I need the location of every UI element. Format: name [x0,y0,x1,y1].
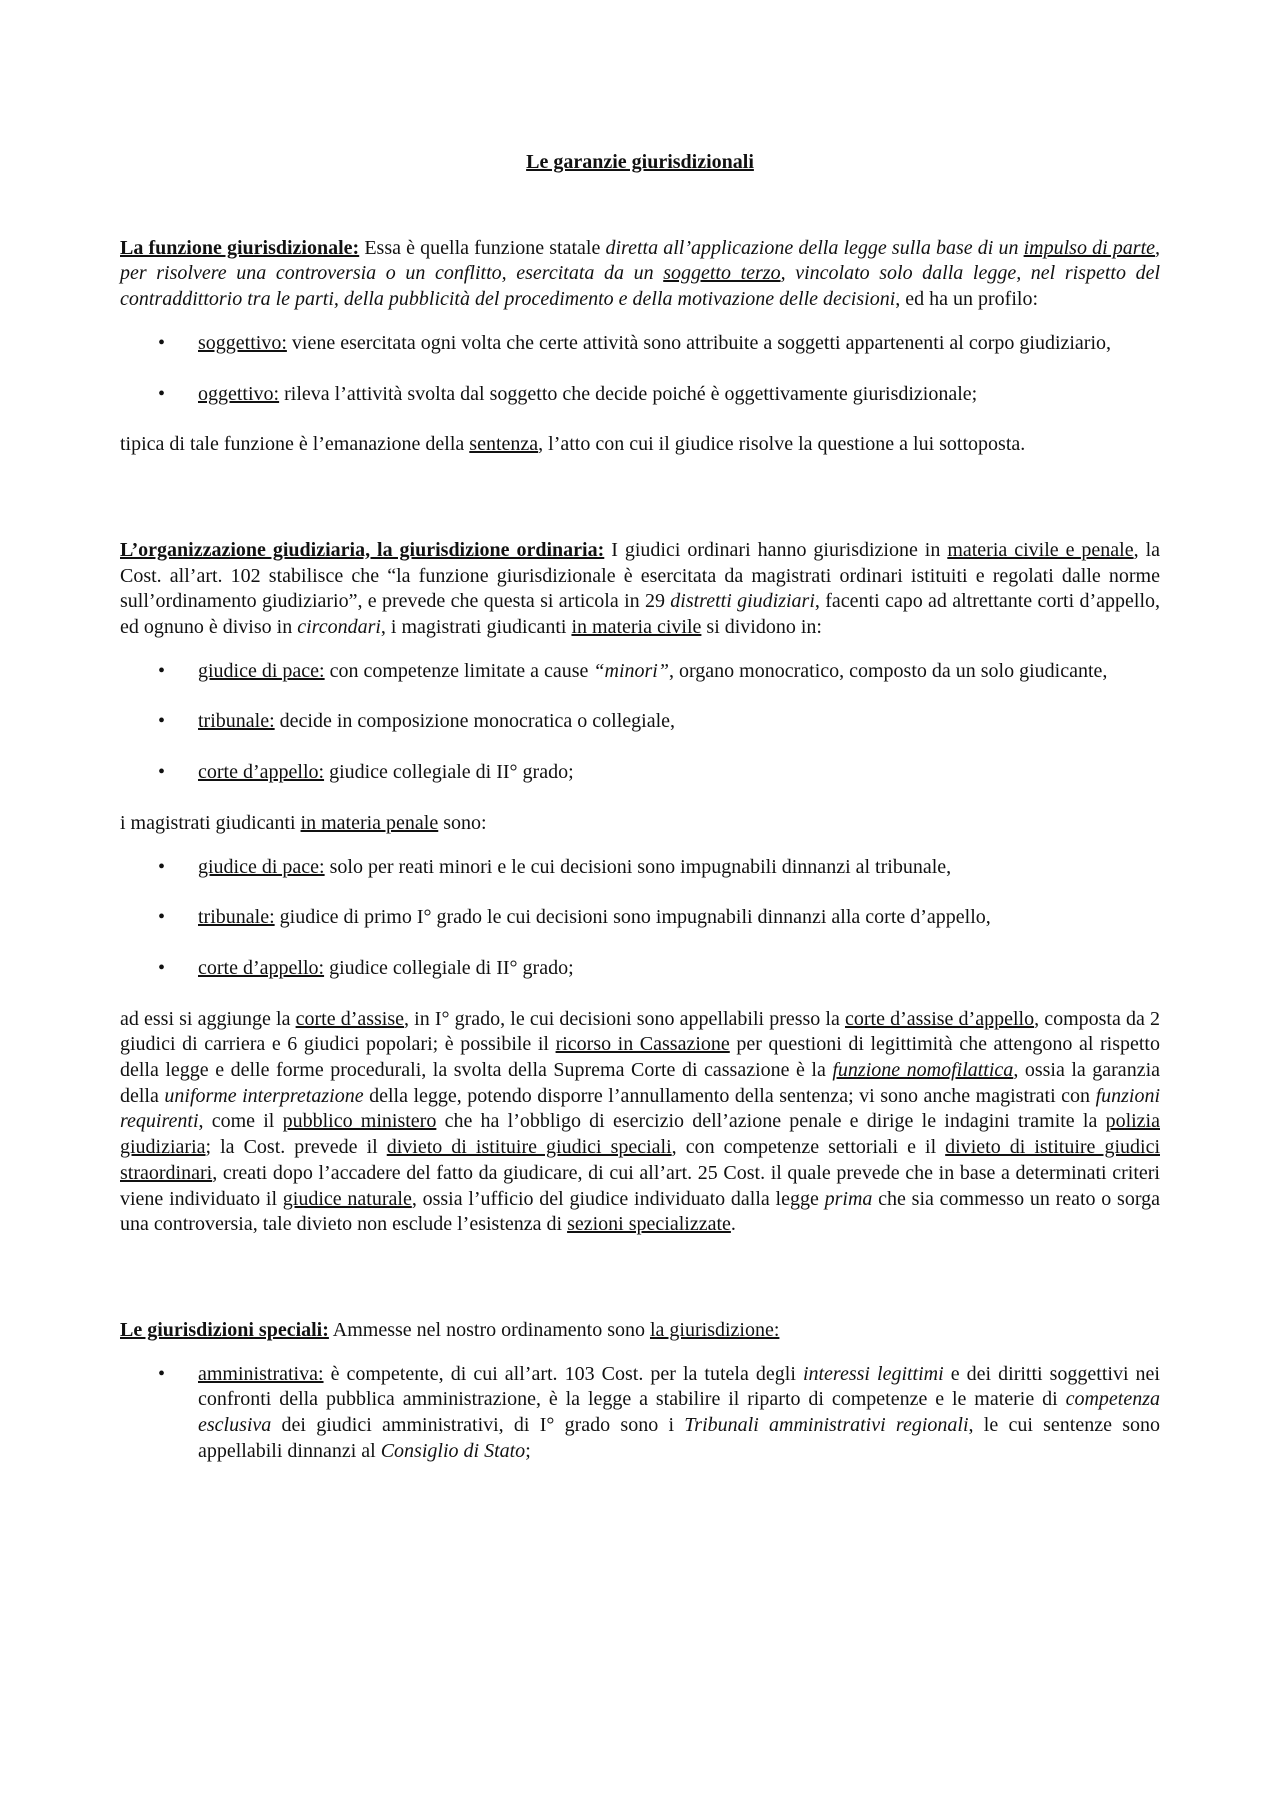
text-run: , creati dopo l’accadere del fatto da giudicare, di cui all’art. 25 Cost. il quale prevede che in base a determinati criteri viene individuato il [120,1161,1160,1210]
text-run: polizia giudiziaria [120,1110,1160,1159]
text-run: e dei diritti soggettivi nei confronti della pubblica amministrazione, è la legge a stabilire il riparto di competenze e le materie di [198,1362,1160,1411]
text-run: ad essi si aggiunge la [120,1007,296,1030]
item-text: , organo monocratico, composto da un solo giudicante, [668,659,1108,682]
list-item [120,709,1160,735]
text-run: sezioni specializzate [567,1213,731,1236]
text: , ed ha un profilo: [895,288,1038,311]
list-item [120,905,1160,931]
text-run: prima [824,1187,873,1210]
item-label: tribunale: [198,710,275,733]
item-text: decide in composizione monocratica o collegiale, [274,710,676,733]
text-run: , composta da 2 giudici di carriera e 6 giudici popolari; è possibile il [120,1007,1160,1056]
text-run: funzioni requirenti [120,1084,1161,1133]
bullet-icon: • [158,659,166,682]
text: circondari [297,616,381,639]
text: tipica di tale funzione è l’emanazione della [120,433,470,456]
section-speciali-intro [120,1318,1160,1344]
list-item [120,855,1160,881]
text: distretti giudiziari [670,590,815,613]
list-item [120,760,1160,786]
text: in materia civile [571,616,702,639]
text: i magistrati giudicanti [120,811,301,834]
item-text: con competenze limitate a cause [324,659,594,682]
text-run: , ossia la garanzia della [120,1059,1160,1107]
item-text: giudice collegiale di II° grado; [324,761,574,784]
text: , la Cost. all’art. 102 stabilisce che “la funzione giurisdizionale è esercitata da magistrati ordinari istituiti e regolati dalle norme sull’ordinamento giudiziario”, e prevede che questa si articola in 29 [120,538,1161,613]
item-label: giudice di pace: [198,855,325,878]
text: si dividono in: [701,616,822,639]
text-run: corte d’assise [295,1007,405,1030]
bullet-icon: • [158,906,166,929]
item-label: oggettivo: [198,382,280,405]
list-item [120,331,1160,357]
text-run: giudice naturale [282,1187,412,1210]
text-run: che sia commesso un reato o sorga una controversia, tale divieto non esclude l’esistenza di [120,1187,1161,1236]
section-heading: La funzione giurisdizionale: [120,236,360,259]
item-text: viene esercitata ogni volta che certe attività sono attribuite a soggetti appartenenti al corpo giudiziario, [286,331,1112,354]
item-label: giudice di pace: [198,659,325,682]
text: I giudici ordinari hanno giurisdizione in [604,538,948,561]
page-title: Le garanzie giurisdizionali [526,151,754,173]
text-run: ; la Cost. prevede il [205,1136,387,1159]
text: , facenti capo ad altrettante corti d’appello, ed ognuno è diviso in [120,590,1161,639]
text: , vincolato solo dalla legge, nel rispetto del contraddittorio tra le parti, della pubblicità del procedimento e della motivazione delle decisioni [120,262,1160,311]
section-heading: Le giurisdizioni speciali: [120,1318,329,1341]
item-text: “minori” [593,659,669,682]
item-label: tribunale: [198,906,275,929]
text-run: divieto di istituire giudici straordinari [120,1136,1160,1184]
text: diretta all’applicazione della legge sulla base di un [605,236,1024,259]
bullet-icon: • [158,710,166,733]
bullet-icon: • [158,855,166,878]
text-run: pubblico ministero [282,1110,437,1133]
text-run: , come il [198,1110,283,1133]
text-run: , le cui sentenze sono appellabili dinnanzi al [198,1414,1161,1462]
text: , l’atto con cui il giudice risolve la questione a lui sottoposta. [538,433,1026,456]
text-run: Consiglio di Stato [380,1439,526,1462]
section-organizzazione-paragraph [120,1007,1160,1238]
text-run: , ossia l’ufficio del giudice individuato dalla legge [411,1187,825,1210]
text-run: Tribunali amministrativi regionali [684,1414,969,1437]
text-run: è competente, di cui all’art. 103 Cost. per la tutela degli [323,1362,803,1385]
item-text: rileva l’attività svolta dal soggetto che decide poiché è oggettivamente giurisdizionale; [279,382,978,405]
list-item [120,382,1160,408]
item-label: corte d’appello: [198,956,325,979]
item-text: giudice di primo I° grado le cui decisioni sono impugnabili dinnanzi alla corte d’appello, [274,906,991,929]
text-run: , con competenze settoriali e il [671,1136,946,1159]
text: soggetto terzo [663,262,781,285]
text-run: competenza esclusiva [198,1388,1160,1437]
section-funzione-intro [120,236,1160,313]
text-run: corte d’assise d’appello [845,1007,1035,1030]
text: la giurisdizione: [649,1318,780,1341]
text-run: dei giudici amministrativi, di I° grado sono i [271,1414,685,1437]
section-funzione-conclusion [120,432,1160,458]
list-item [120,956,1160,982]
text: sono: [438,811,487,834]
item-text: giudice collegiale di II° grado; [324,956,574,979]
text-run: uniforme interpretazione [164,1084,364,1107]
text: , i magistrati giudicanti [380,616,572,639]
bullet-icon: • [158,761,166,784]
text: , per risolvere una controversia o un conflitto, esercitata da un [120,236,1161,285]
section-heading: L’organizzazione giudiziaria, la giurisdizione ordinaria: [120,538,605,561]
item-text: solo per reati minori e le cui decisioni sono impugnabili dinnanzi al tribunale, [324,855,952,878]
text: impulso di parte [1023,236,1156,259]
text: Essa è quella funzione statale [359,236,606,259]
text-run: . [730,1213,736,1236]
text-run: che ha l’obbligo di esercizio dell’azione penale e dirige le indagini tramite la [436,1110,1106,1133]
profilo-list [120,331,1160,407]
speciali-list [120,1362,1160,1465]
text: materia civile e penale [947,538,1134,561]
bullet-icon: • [158,956,166,979]
text-run: ricorso in Cassazione [555,1033,730,1056]
item-label: corte d’appello: [198,761,325,784]
text-run: divieto di istituire giudici speciali [386,1136,672,1159]
penale-list [120,855,1160,982]
text-run: , in I° grado, le cui decisioni sono appellabili presso la [404,1007,845,1030]
text: sentenza [469,433,539,456]
item-label: soggettivo: [198,331,287,354]
civile-list [120,659,1160,786]
document-page [120,150,1160,1490]
list-item [120,1362,1160,1465]
text-run: per questioni di legittimità che attengono al rispetto della legge e delle forme procedurali, la svolta della Suprema Corte di cassazione è la [120,1033,1160,1082]
text-run: amministrativa: [198,1362,324,1385]
penale-intro [120,811,1160,837]
bullet-icon: • [158,1362,166,1385]
text-run: ; [525,1439,531,1462]
text-run: della legge, potendo disporre l’annullamento della sentenza; vi sono anche magistrati con [363,1084,1096,1107]
section-organizzazione-intro [120,538,1160,641]
text: in materia penale [300,811,439,834]
list-item [120,659,1160,685]
text-run: funzione nomofilattica [832,1059,1014,1082]
bullet-icon: • [158,382,166,405]
text: Ammesse nel nostro ordinamento sono [328,1318,650,1341]
bullet-icon: • [158,331,166,354]
text-run: interessi legittimi [802,1362,944,1385]
